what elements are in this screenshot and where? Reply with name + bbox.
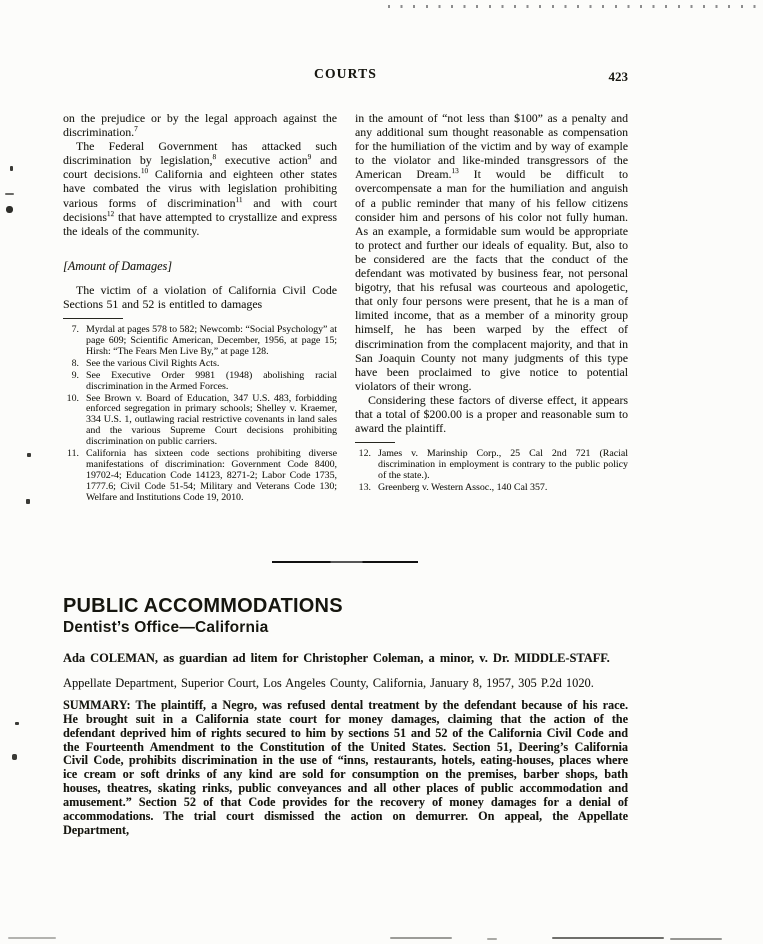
scan-artifact bbox=[10, 166, 13, 171]
footnote-text: Greenberg v. Western Assoc., 140 Cal 357. bbox=[378, 481, 548, 493]
bottom-scan-line bbox=[670, 938, 722, 940]
footnote-text: Myrdal at pages 578 to 582; Newcomb: “Social Psychology” at page 609; Scientific American, December, 1956, at page 15; Hirsh: “The Fears Men Live By,” at page 128. bbox=[86, 324, 337, 357]
footnote bbox=[355, 483, 628, 494]
dotted-scan-line bbox=[388, 5, 763, 8]
text-column-right bbox=[355, 111, 628, 495]
footnote-rule bbox=[63, 318, 123, 319]
body-paragraph: The victim of a violation of California Civil Code Sections 51 and 52 is entitled to damages bbox=[63, 282, 337, 312]
footnote-number: 10. bbox=[66, 392, 79, 404]
scan-artifact bbox=[26, 499, 30, 504]
page-header-title: COURTS bbox=[314, 66, 377, 81]
footnote bbox=[63, 371, 337, 393]
heading-dentists-office-california: Dentist’s Office—California bbox=[63, 619, 269, 636]
heading-public-accommodations: PUBLIC ACCOMMODATIONS bbox=[63, 595, 343, 617]
footnote-number: 9. bbox=[71, 369, 79, 381]
scan-artifact bbox=[6, 206, 13, 213]
left-paragraph-group bbox=[63, 111, 337, 238]
footnote-number: 11. bbox=[67, 448, 79, 460]
footnote-text: See Brown v. Board of Education, 347 U.S. 483, forbidding enforced segregation in primary schools; Shelley v. Kraemer, 334 U.S. 1, outlawing racial restrictive covenants in land sales and the various Supreme Court decisions prohibiting discrimination on public carriers. bbox=[86, 392, 337, 448]
section-heading-amount-of-damages: [Amount of Damages] bbox=[63, 258, 173, 273]
case-summary: SUMMARY: The plaintiff, a Negro, was refused dental treatment by the defendant because of his race. He brought suit in a California state court for money damages, claiming that the action of the defendant deprived him of rights secured to him by sections 51 and 52 of the California Civil Code and the Fourteenth Amendment to the Constitution of the United States. Section 51, Deering’s California Civil Code, prohibits discrimination in the use of “inns, restaurants, hotels, eating-houses, places where ice cream or soft drinks of any kind are sold for consumption on the premises, barber shops, bath houses, theatres, skating rinks, public conveyances and all other places of public accommodation and amusement.” Section 52 of that Code provides for the recovery of money damages for a denial of accommodations. The trial court dismissed the action on demurrer. On appeal, the Appellate Department, bbox=[63, 697, 628, 837]
footnote-number: 7. bbox=[71, 324, 79, 336]
left-footnotes bbox=[63, 325, 337, 504]
body-paragraph: The Federal Government has attacked such discrimination by legislation,$^8$ executive action$^9$ and court decisions.$^{10}$ California and eighteen other states have combated the virus with legislation prohibiting various forms of discrimination$^{11}$ and with court decisions$^{12}$ that have attempted to crystallize and express the ideals of the community. bbox=[63, 139, 337, 238]
section-divider-rule bbox=[272, 561, 418, 563]
scan-artifact bbox=[12, 754, 17, 760]
case-title: Ada COLEMAN, as guardian ad litem for Christopher Coleman, a minor, v. Dr. MIDDLE-STAFF. bbox=[63, 651, 610, 665]
body-paragraph: on the prejudice or by the legal approach against the discrimination.$^7$ bbox=[63, 111, 337, 140]
scan-artifact bbox=[27, 453, 31, 457]
footnote-number: 13. bbox=[358, 481, 371, 493]
page-number: 423 bbox=[608, 69, 628, 84]
right-footnotes bbox=[355, 449, 628, 494]
right-paragraph-group bbox=[355, 111, 628, 435]
bottom-scan-line bbox=[8, 937, 56, 939]
court-citation: Appellate Department, Superior Court, Los Angeles County, California, January 8, 1957, 305 P.2d 1020. bbox=[63, 675, 594, 690]
footnote bbox=[63, 359, 337, 370]
body-paragraph: in the amount of “not less than $100” as a penalty and any additional sum thought reasonable as compensation for the humiliation of the victim and by way of example to the violator and like-minded transgressors of the American Dream.$^{13}$ It would be difficult to overcompensate a man for the humiliation and anguish of a public reminder that many of his fellow citizens consider him and persons of his color not fully human. As an example, a formidable sum would be appropriate to protect and further our ideals of equality. But, also to be considered are the facts that the conduct of the defendant was motivated by business fear, not personal bigotry, that his refusal was courteous and apologetic, that only four persons were present, that he is a man of limited income, that as a member of a minority group himself, he has been warped by the effect of discrimination from the complacent majority, and that in San Joaquin County not many judgments of this type have been proclaimed to give notice to potential violators of their wrong. bbox=[355, 111, 628, 393]
footnote-number: 8. bbox=[71, 357, 79, 369]
bottom-scan-line bbox=[552, 937, 664, 939]
footnote bbox=[63, 394, 337, 449]
footnote-text: James v. Marinship Corp., 25 Cal 2nd 721 (Racial discrimination in employment is contrary to the public policy of the state.). bbox=[378, 448, 628, 481]
footnote bbox=[63, 325, 337, 358]
footnote bbox=[355, 449, 628, 482]
case-report-section bbox=[63, 596, 628, 838]
footnote-rule bbox=[355, 442, 395, 443]
text-column-left bbox=[63, 111, 337, 505]
running-header bbox=[63, 66, 628, 84]
footnote-text: See the various Civil Rights Acts. bbox=[86, 357, 220, 369]
body-paragraph: Considering these factors of diverse effect, it appears that a total of $200.00 is a proper and reasonable sum to award the plaintiff. bbox=[355, 392, 628, 436]
bottom-scan-line bbox=[390, 937, 452, 939]
footnote-text: See Executive Order 9981 (1948) abolishing racial discrimination in the Armed Forces. bbox=[86, 369, 337, 392]
scan-artifact bbox=[5, 193, 14, 195]
footnote bbox=[63, 449, 337, 504]
footnote-text: California has sixteen code sections prohibiting diverse manifestations of discrimination: Government Code 8400, 19702-4; Education Code 14123, 8271-2; Labor Code 1735, 1777.6; Civil Code 51-54; Military and Veterans Code 130; Welfare and Institutions Code 19, 2010. bbox=[86, 448, 337, 503]
scan-artifact bbox=[15, 722, 19, 725]
footnote-number: 12. bbox=[358, 448, 371, 460]
bottom-scan-line bbox=[487, 938, 497, 940]
